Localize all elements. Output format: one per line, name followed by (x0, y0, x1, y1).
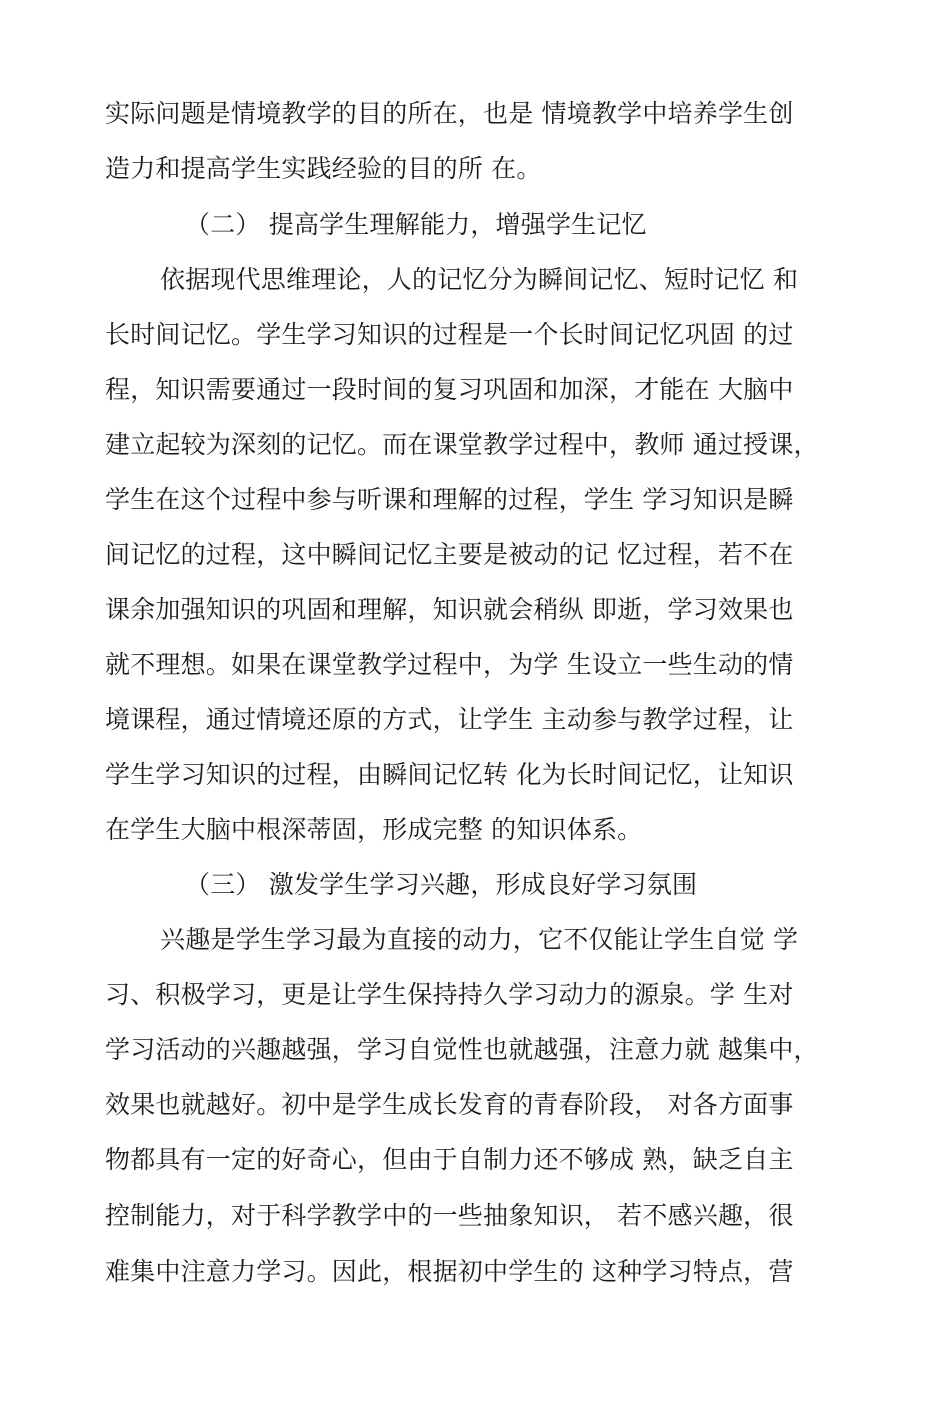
paragraph-line: 学生学习知识的过程，由瞬间记忆转 化为长时间记忆，让知识 (105, 760, 794, 789)
paragraph-line: 长时间记忆。学生学习知识的过程是一个长时间记忆巩固 的过 (105, 320, 794, 349)
paragraph-line: 学生在这个过程中参与听课和理解的过程，学生 学习知识是瞬 (105, 485, 794, 514)
paragraph-line: 效果也就越好。初中是学生成长发育的青春阶段， 对各方面事 (105, 1090, 794, 1119)
section-heading: （三） 激发学生学习兴趣，形成良好学习氛围 (185, 870, 698, 899)
paragraph-line: 兴趣是学生学习最为直接的动力，它不仅能让学生自觉 学 (160, 925, 799, 954)
paragraph-line: 依据现代思维理论，人的记忆分为瞬间记忆、短时记忆 和 (160, 265, 799, 294)
section-heading: （二） 提高学生理解能力，增强学生记忆 (185, 210, 647, 239)
paragraph-line: 习、积极学习，更是让学生保持持久学习动力的源泉。学 生对 (105, 980, 794, 1009)
paragraph-line: 物都具有一定的好奇心，但由于自制力还不够成 熟，缺乏自主 (105, 1145, 794, 1174)
paragraph-line: 学习活动的兴趣越强，学习自觉性也就越强，注意力就 越集中， (105, 1035, 819, 1064)
paragraph-line: 程，知识需要通过一段时间的复习巩固和加深，才能在 大脑中 (105, 375, 794, 404)
paragraph-line: 就不理想。如果在课堂教学过程中，为学 生设立一些生动的情 (105, 650, 794, 679)
paragraph-line: 建立起较为深刻的记忆。而在课堂教学过程中，教师 通过授课， (105, 430, 819, 459)
paragraph-line: 控制能力，对于科学教学中的一些抽象知识， 若不感兴趣，很 (105, 1201, 794, 1230)
paragraph-line: 造力和提高学生实践经验的目的所 在。 (105, 154, 542, 183)
paragraph-line: 间记忆的过程，这中瞬间记忆主要是被动的记 忆过程，若不在 (105, 540, 794, 569)
paragraph-line: 难集中注意力学习。因此，根据初中学生的 这种学习特点，营 (105, 1257, 794, 1286)
paragraph-line: 境课程，通过情境还原的方式，让学生 主动参与教学过程，让 (105, 705, 794, 734)
paragraph-line: 在学生大脑中根深蒂固，形成完整 的知识体系。 (105, 815, 643, 844)
paragraph-line: 实际问题是情境教学的目的所在，也是 情境教学中培养学生创 (105, 99, 794, 128)
paragraph-line: 课余加强知识的巩固和理解，知识就会稍纵 即逝，学习效果也 (105, 595, 794, 624)
